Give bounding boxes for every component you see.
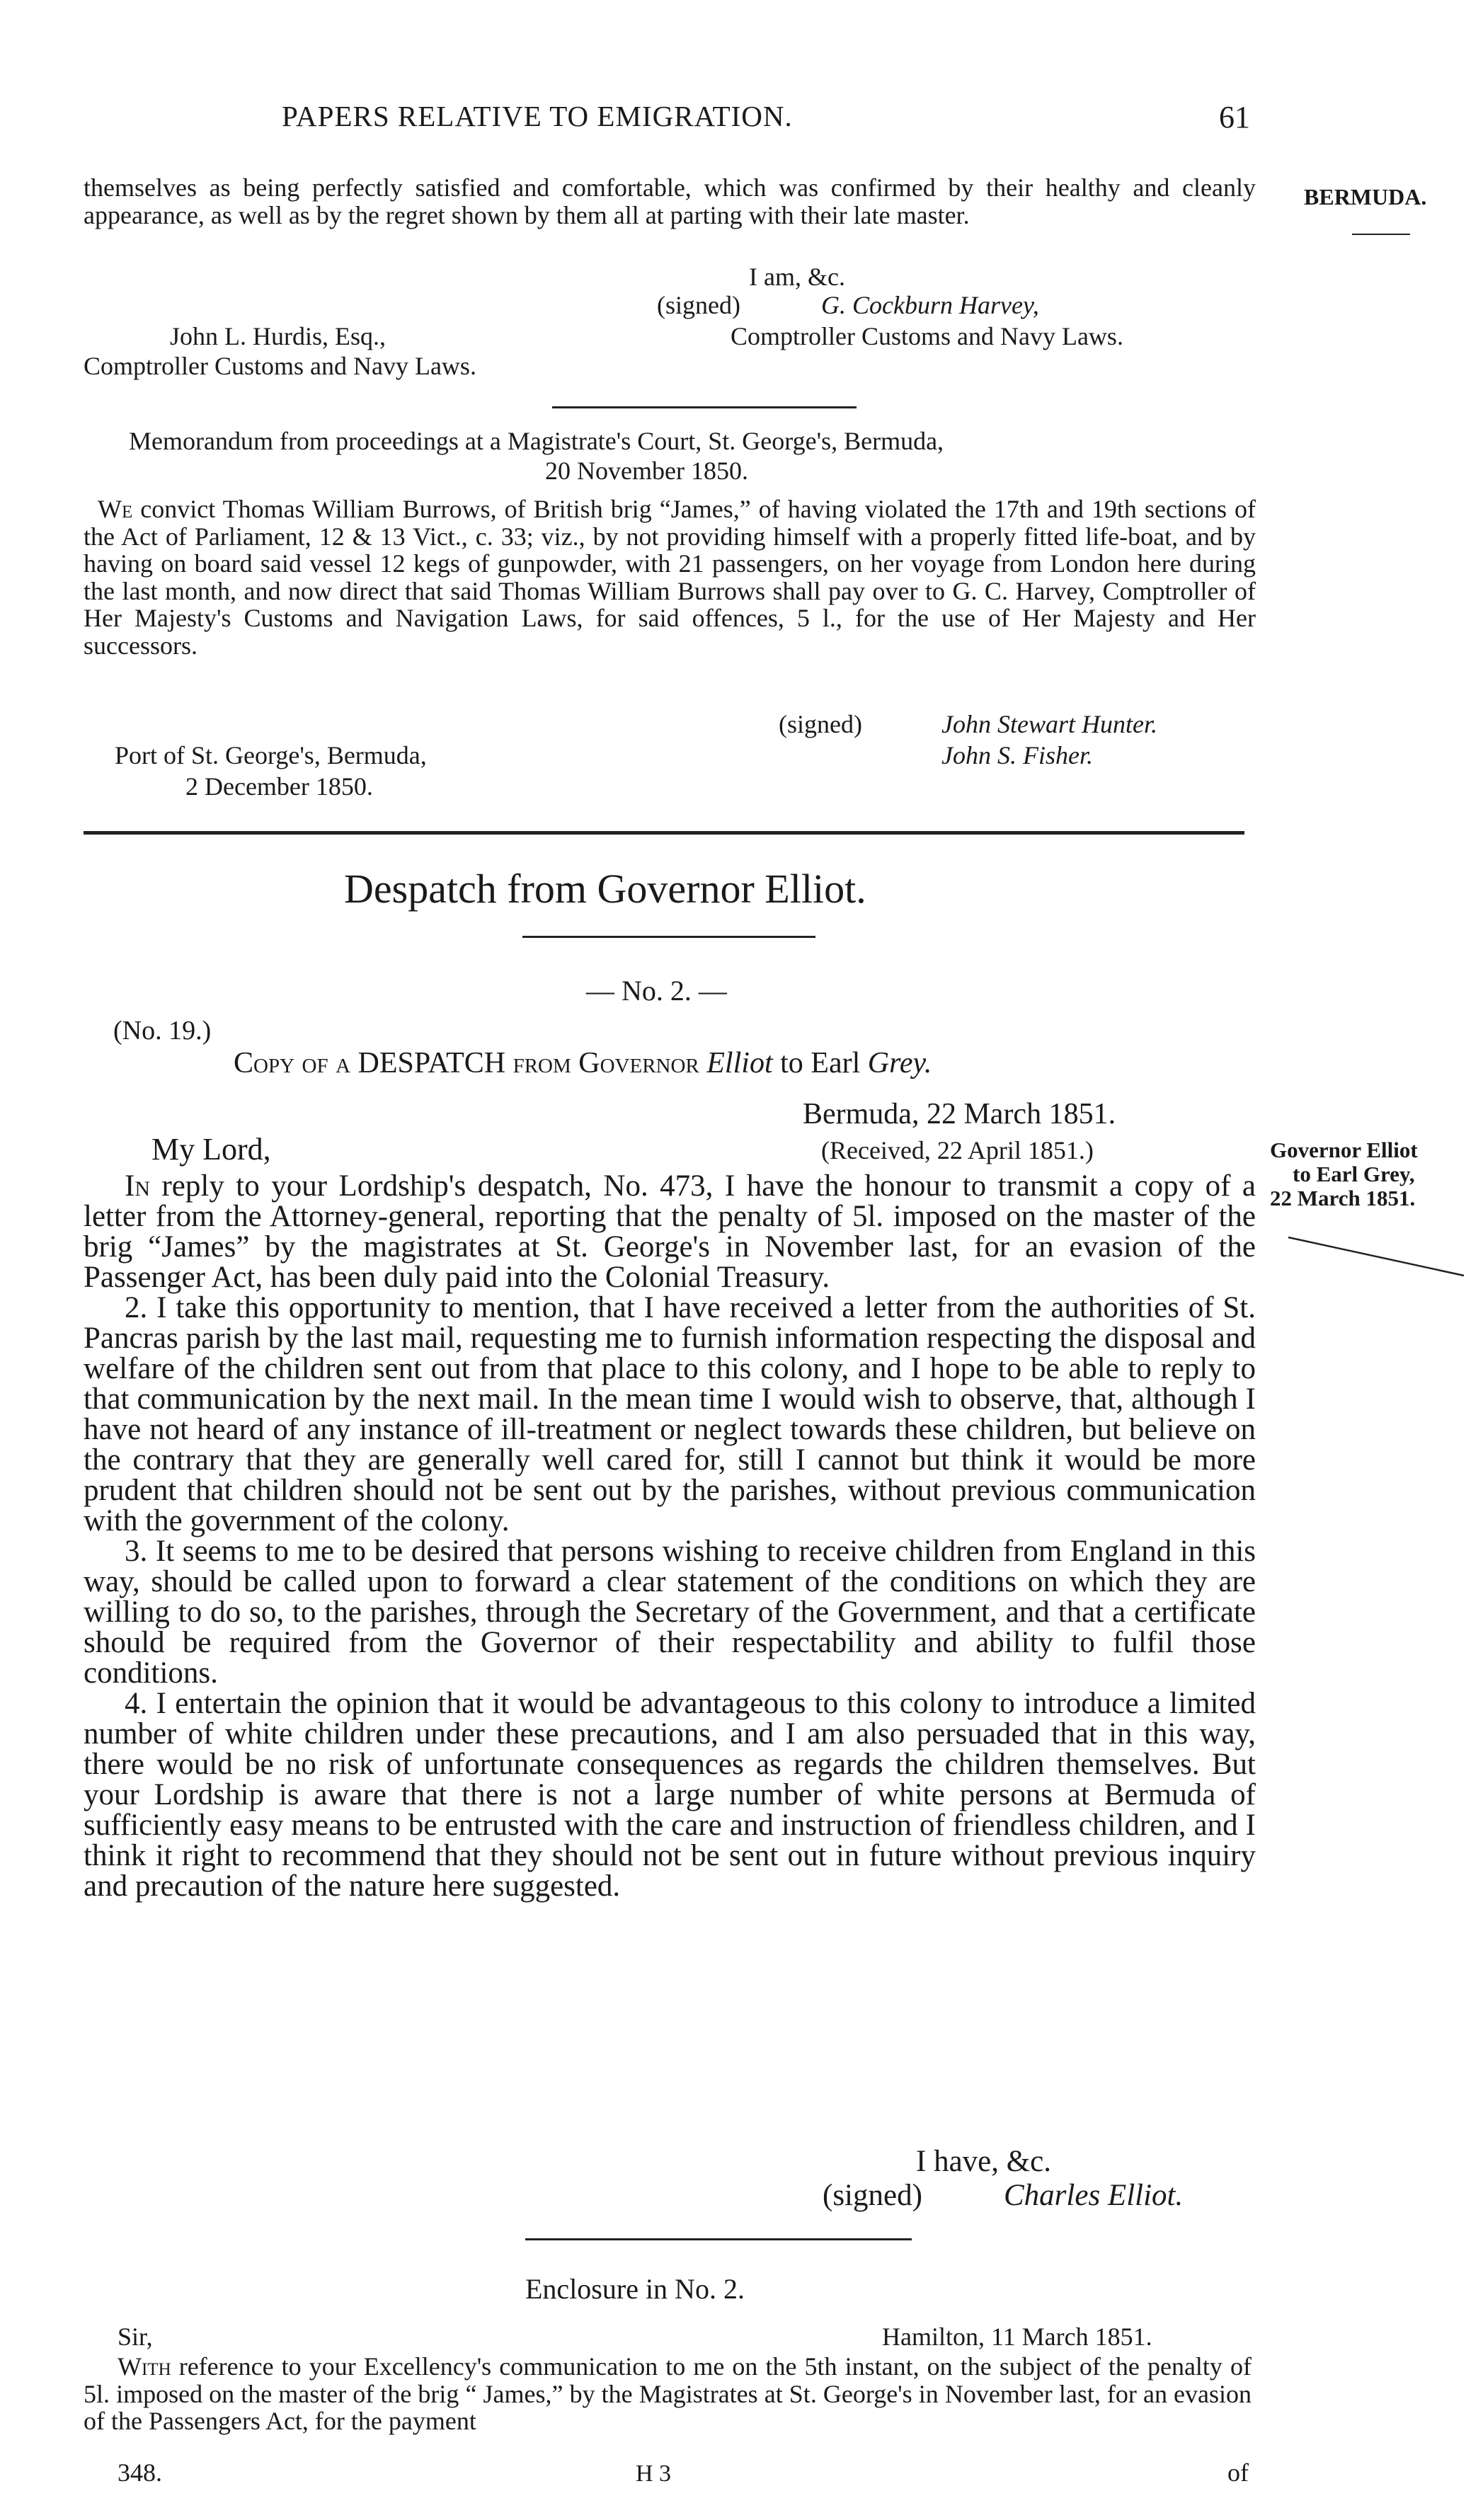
enclosure-title: Enclosure in No. 2.: [525, 2273, 745, 2305]
despatch-closing: I have, &c.: [916, 2145, 1052, 2178]
footer-left: 348.: [118, 2458, 162, 2487]
running-title: PAPERS RELATIVE TO EMIGRATION.: [282, 100, 793, 132]
enclosure-date: Hamilton, 11 March 1851.: [882, 2323, 1152, 2351]
despatch-date: Bermuda, 22 March 1851.: [803, 1098, 1116, 1130]
memorandum-text: convict Thomas William Burrows, of British brig “James,” of having violated the 17th and 19th sections of the Act of Parliament, 12 & 13 Vict., c. 33; viz., by not providing himself with a properly fitted life-boat, and by having on board said vessel 12 kegs of gunpowder, with 21 passengers, on her voyage from London here during the last month, and now direct that said Thomas William Burrows shall pay over to G. C. Harvey, Comptroller of Her Majesty's Customs and Navigation Laws, for said offences, 5 l., for the use of Her Majesty and Her successors.: [84, 495, 1256, 660]
despatch-signer: Charles Elliot.: [1004, 2179, 1184, 2212]
top-letter-signed-label: (signed): [657, 291, 740, 319]
divider-short-1: [552, 406, 857, 408]
margin-note-line1: Governor Elliot: [1270, 1138, 1418, 1162]
margin-pointer-line: [1281, 1232, 1465, 1281]
margin-bermuda: BERMUDA.: [1304, 184, 1427, 210]
copy-prefix: Copy of a DESPATCH from Governor: [234, 1047, 699, 1079]
despatch-copy-heading: [234, 1046, 932, 1080]
memorandum-body: [84, 496, 1256, 659]
margin-note-line2: to Earl Grey,: [1293, 1162, 1415, 1186]
despatch-number: — No. 2. —: [586, 975, 727, 1007]
divider-full: [84, 831, 1244, 835]
divider-short-2: [525, 2238, 912, 2240]
top-letter-addressee-title: Comptroller Customs and Navy Laws.: [84, 352, 476, 380]
enclosure-body: [84, 2353, 1252, 2435]
copy-from: Elliot: [706, 1047, 773, 1079]
divider-title: [522, 936, 815, 938]
memorandum-place: Port of St. George's, Bermuda,: [115, 741, 427, 769]
memorandum-signer-2: John S. Fisher.: [941, 741, 1093, 769]
despatch-body: [84, 1171, 1256, 1901]
memorandum-lead: We: [98, 495, 133, 523]
top-letter-signer-title: Comptroller Customs and Navy Laws.: [731, 322, 1123, 350]
memorandum-heading-1: Memorandum from proceedings at a Magistrate's Court, St. George's, Bermuda,: [129, 427, 944, 455]
top-letter-addressee: John L. Hurdis, Esq.,: [170, 322, 386, 350]
paragraph-1: In reply to your Lordship's despatch, No. 473, I have the honour to transmit a copy of a letter from the Attorney-general, reporting that the penalty of 5l. imposed on the master of the brig “James” by the magistrates at St. George's in November last, for an evasion of the Passenger Act, has been duly paid into the Colonial Treasury.: [84, 1169, 1256, 1294]
despatch-salutation: My Lord,: [151, 1132, 271, 1167]
top-letter-closing: I am, &c.: [749, 263, 845, 291]
paragraph-2: 2. I take this opportunity to mention, that I have received a letter from the authorities of St. Pancras parish by the last mail, requesting me to furnish information respecting the disposal and welfare of the children sent out from that place to this colony, and I hope to be able to reply to that communication by the next mail. In the mean time I would wish to observe, that, although I have not heard of any instance of ill-treatment or neglect towards these children, but believe on the contrary that they are generally well cared for, still I cannot but think it would be more prudent that children should not be sent out by the parishes, without previous communication with the government of the colony.: [84, 1291, 1256, 1537]
copy-to: Grey.: [867, 1047, 932, 1079]
despatch-received: (Received, 22 April 1851.): [821, 1136, 1094, 1164]
enclosure-salutation: Sir,: [118, 2323, 153, 2351]
enclosure-lead: With: [118, 2352, 171, 2381]
footer-signature: H 3: [636, 2461, 672, 2487]
margin-note-line3: 22 March 1851.: [1270, 1186, 1416, 1210]
despatch-title: Despatch from Governor Elliot.: [344, 866, 866, 912]
despatch-signed-label: (signed): [823, 2179, 922, 2212]
top-letter-signer: G. Cockburn Harvey,: [821, 291, 1039, 319]
margin-bermuda-rule: [1352, 234, 1410, 235]
memorandum-date: 2 December 1850.: [185, 772, 373, 801]
paragraph-3: 3. It seems to me to be desired that persons wishing to receive children from England in this way, should be called upon to forward a clear statement of the conditions on which they are willing to do so, to the parishes, through the Secretary of the Government, and that a certificate should be required from the Governor of their respectability and ability to fulfil those conditions.: [84, 1535, 1256, 1690]
footer-catchword: of: [1227, 2458, 1249, 2487]
paragraph-4: 4. I entertain the opinion that it would be advantageous to this colony to introduce a limited number of white children under these precautions, and I am also persuaded that in this way, there would be no risk of unfortunate consequences as regards the children themselves. But your Lordship is aware that there is not a large number of white persons at Bermuda of sufficiently easy means to be entrusted with the care and instruction of friendless children, and I think it right to recommend that they should not be sent out in future without previous inquiry and precaution of the nature here suggested.: [84, 1687, 1256, 1903]
page-number: 61: [1219, 100, 1250, 134]
despatch-ref: (No. 19.): [113, 1016, 212, 1046]
memorandum-heading-2: 20 November 1850.: [545, 457, 748, 485]
top-letter-text: themselves as being perfectly satisfied and comfortable, which was confirmed by their healthy and cleanly appearance, as well as by the regret shown by them all at parting with their late master.: [84, 173, 1256, 229]
enclosure-text: reference to your Excellency's communication to me on the 5th instant, on the subject of the penalty of 5l. imposed on the master of the brig “ James,” by the Magistrates at St. George's in November last, for an evasion of the Passengers Act, for the payment: [84, 2352, 1252, 2435]
copy-to-word: to Earl: [780, 1047, 861, 1079]
memorandum-signer-1: John Stewart Hunter.: [941, 710, 1157, 738]
memorandum-signed-label: (signed): [779, 710, 862, 738]
